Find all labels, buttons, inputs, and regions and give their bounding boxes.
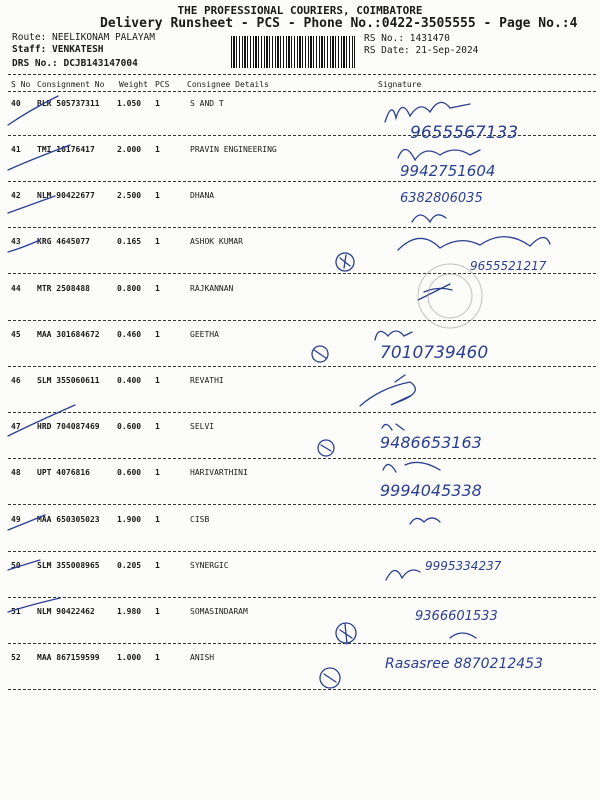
row-sno: 51 <box>11 607 21 616</box>
row-weight: 0.800 <box>117 284 142 293</box>
row-pcs: 1 <box>155 284 160 293</box>
row-weight: 2.500 <box>117 191 142 200</box>
row-pcs: 1 <box>155 191 160 200</box>
row-weight: 0.460 <box>117 330 142 339</box>
row-sno: 50 <box>11 561 21 570</box>
row-sno: 46 <box>11 376 21 385</box>
handwritten-phone: 9995334237 <box>425 559 502 573</box>
thumb-mark <box>318 440 334 456</box>
signature-46 <box>360 375 415 406</box>
handwritten-phone: 6382806035 <box>400 191 483 206</box>
signature-51 <box>450 633 476 638</box>
thumb-mark <box>336 623 356 643</box>
thumb-mark <box>320 668 340 688</box>
row-consignee: CISB <box>190 515 210 524</box>
row-consignee: ASHOK KUMAR <box>190 237 243 246</box>
row-pcs: 1 <box>155 653 160 662</box>
row-weight: 1.980 <box>117 607 142 616</box>
thumb-mark <box>336 253 354 271</box>
signature-49 <box>410 518 440 524</box>
row-consignee: SYNERGIC <box>190 561 229 570</box>
row-pcs: 1 <box>155 422 160 431</box>
row-pcs: 1 <box>155 376 160 385</box>
row-consignee: SOMASINDARAM <box>190 607 248 616</box>
company-title: THE PROFESSIONAL COURIERS, COIMBATORE <box>177 4 423 17</box>
row-consignment: HRD 704087469 <box>37 422 100 431</box>
row-weight: 0.165 <box>117 237 142 246</box>
runsheet-subtitle: Delivery Runsheet - PCS - Phone No.:0422-3505555 - Page No.:4 <box>100 16 578 31</box>
drs-number: DRS No.: DCJB143147004 <box>12 58 138 69</box>
row-weight: 1.000 <box>117 653 142 662</box>
row-weight: 1.050 <box>117 99 142 108</box>
handwritten-phone: Rasasree 8870212453 <box>385 656 543 672</box>
signature-48 <box>383 462 440 472</box>
row-divider <box>8 689 596 690</box>
signature-50 <box>386 570 420 580</box>
header-divider <box>8 74 596 75</box>
row-divider <box>8 273 596 274</box>
row-divider <box>8 227 596 228</box>
thumb-mark <box>312 346 328 362</box>
handwritten-phone: 9942751604 <box>400 162 496 180</box>
col-consignment: Consignment No <box>37 80 105 89</box>
row-consignment: SLM 355008965 <box>37 561 100 570</box>
row-sno: 52 <box>11 653 21 662</box>
row-consignee: HARIVARTHINI <box>190 468 248 477</box>
signature-47 <box>382 424 404 430</box>
signature-42 <box>412 215 446 222</box>
row-pcs: 1 <box>155 515 160 524</box>
row-sno: 47 <box>11 422 21 431</box>
signature-44 <box>418 284 452 300</box>
row-sno: 43 <box>11 237 21 246</box>
row-weight: 2.000 <box>117 145 142 154</box>
row-divider <box>8 366 596 367</box>
row-pcs: 1 <box>155 607 160 616</box>
handwritten-phone: 9655567133 <box>410 123 519 143</box>
signature-41 <box>398 149 480 160</box>
row-consignment: MAA 301684672 <box>37 330 100 339</box>
col-pcs: PCS <box>155 80 170 89</box>
row-sno: 40 <box>11 99 21 108</box>
handwritten-phone: 9366601533 <box>415 609 498 624</box>
row-sno: 44 <box>11 284 21 293</box>
row-sno: 42 <box>11 191 21 200</box>
signature-40 <box>385 102 470 122</box>
row-sno: 49 <box>11 515 21 524</box>
handwritten-phone: 7010739460 <box>380 343 489 363</box>
row-weight: 0.400 <box>117 376 142 385</box>
row-divider <box>8 458 596 459</box>
row-consignee: S AND T <box>190 99 224 108</box>
row-divider <box>8 597 596 598</box>
row-weight: 0.600 <box>117 468 142 477</box>
row-consignment: KRG 4645077 <box>37 237 90 246</box>
row-consignee: SELVI <box>190 422 215 431</box>
row-divider <box>8 412 596 413</box>
row-pcs: 1 <box>155 237 160 246</box>
row-divider <box>8 135 596 136</box>
col-sno: S No <box>11 80 31 89</box>
header-divider <box>8 91 596 92</box>
signature-43 <box>398 237 550 250</box>
row-sno: 45 <box>11 330 21 339</box>
staff-label: Staff: VENKATESH <box>12 44 104 55</box>
route-label: Route: NEELIKONAM PALAYAM <box>12 32 155 43</box>
row-sno: 41 <box>11 145 21 154</box>
row-consignment: MAA 867159599 <box>37 653 100 662</box>
signature-45 <box>375 331 412 340</box>
col-weight: Weight <box>119 80 148 89</box>
row-divider <box>8 181 596 182</box>
rs-number: RS No.: 1431470 <box>364 33 450 44</box>
row-pcs: 1 <box>155 145 160 154</box>
row-weight: 0.205 <box>117 561 142 570</box>
col-signature: Signature <box>378 80 422 89</box>
row-consignment: MTR 2508488 <box>37 284 90 293</box>
row-consignee: PRAVIN ENGINEERING <box>190 145 277 154</box>
row-weight: 1.900 <box>117 515 142 524</box>
row-divider <box>8 504 596 505</box>
handwritten-phone: 9994045338 <box>380 481 482 500</box>
handwritten-phone: 9655521217 <box>470 259 547 273</box>
row-divider <box>8 643 596 644</box>
row-divider <box>8 320 596 321</box>
row-pcs: 1 <box>155 561 160 570</box>
barcode-image <box>231 36 355 68</box>
row-consignment: NLM 90422462 <box>37 607 95 616</box>
row-divider <box>8 551 596 552</box>
col-consignee: Consignee Details <box>187 80 269 89</box>
rs-date: RS Date: 21-Sep-2024 <box>364 45 479 56</box>
row-consignee: DHANA <box>190 191 215 200</box>
tick-mark <box>8 405 75 436</box>
row-pcs: 1 <box>155 468 160 477</box>
row-consignment: SLM 355060611 <box>37 376 100 385</box>
row-weight: 0.600 <box>117 422 142 431</box>
row-consignee: RAJKANNAN <box>190 284 234 293</box>
row-consignee: GEETHA <box>190 330 219 339</box>
row-pcs: 1 <box>155 330 160 339</box>
row-consignment: NLM 90422677 <box>37 191 95 200</box>
row-consignee: REVATHI <box>190 376 224 385</box>
row-sno: 48 <box>11 468 21 477</box>
row-consignee: ANISH <box>190 653 215 662</box>
row-consignment: MAA 650305023 <box>37 515 100 524</box>
row-consignment: UPT 4076816 <box>37 468 90 477</box>
row-consignment: TMI 10176417 <box>37 145 95 154</box>
handwritten-phone: 9486653163 <box>380 433 482 452</box>
row-consignment: BLR 505737311 <box>37 99 100 108</box>
row-pcs: 1 <box>155 99 160 108</box>
